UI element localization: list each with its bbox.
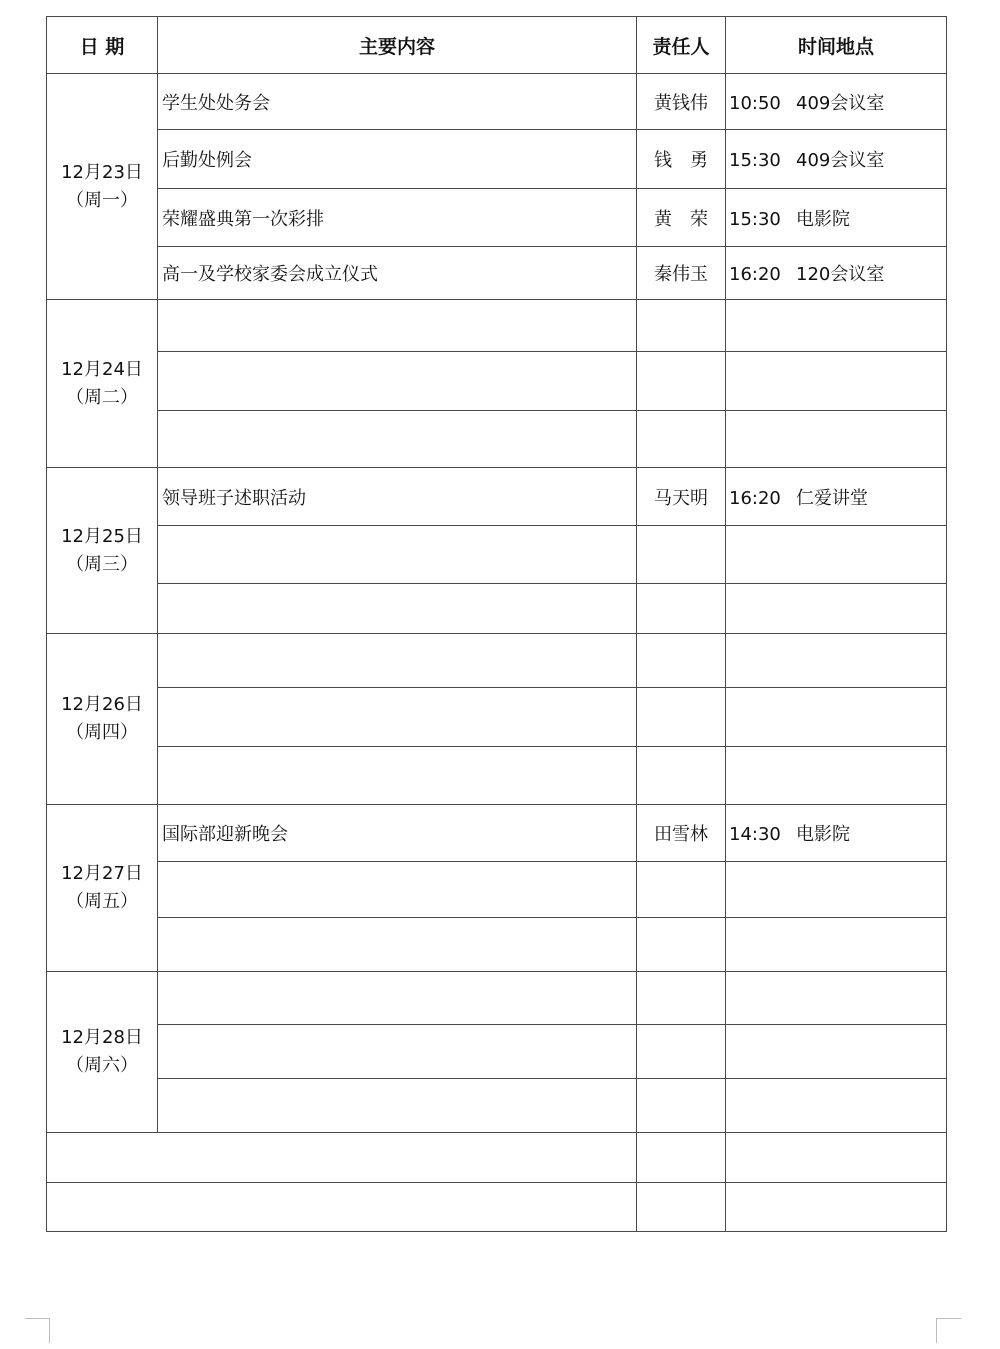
time-place-cell [726, 526, 947, 584]
time-text: 16:20 [729, 487, 781, 509]
time-place-cell [726, 634, 947, 688]
person-cell [637, 411, 726, 468]
person-cell [637, 300, 726, 352]
schedule-row [47, 526, 947, 584]
time-place-cell [726, 1025, 947, 1079]
crop-mark-left [25, 1318, 50, 1343]
schedule-row [47, 688, 947, 747]
date-cell [47, 300, 158, 468]
weekday-label: （周六） [66, 1055, 138, 1076]
person-cell [637, 918, 726, 972]
content-cell [158, 862, 637, 918]
person-cell: 黄 荣 [637, 189, 726, 247]
content-cell [158, 972, 637, 1025]
time-place-cell [726, 130, 947, 189]
person-cell [637, 972, 726, 1025]
time-place-cell [726, 468, 947, 526]
place-text: 电影院 [796, 208, 850, 230]
weekday-label: （周五） [66, 891, 138, 912]
header-place: 时间地点 [726, 17, 947, 74]
date-cell [47, 805, 158, 972]
person-cell [637, 634, 726, 688]
person-cell [637, 1025, 726, 1079]
date-label: 12月28日 [61, 1027, 143, 1048]
schedule-row [47, 468, 947, 526]
schedule-row [47, 1025, 947, 1079]
date-label: 12月23日 [61, 161, 143, 183]
time-text: 16:20 [729, 264, 781, 285]
blank-content-cell [47, 1183, 637, 1232]
place-text: 120会议室 [796, 264, 885, 285]
time-text: 15:30 [729, 208, 781, 230]
time-place-cell [726, 352, 947, 411]
schedule-row [47, 411, 947, 468]
time-place-cell [726, 247, 947, 300]
blank-person-cell [637, 1133, 726, 1183]
time-place-cell [726, 74, 947, 130]
content-cell: 国际部迎新晚会 [158, 805, 637, 862]
content-cell [158, 634, 637, 688]
time-place-cell [726, 805, 947, 862]
weekday-label: （周二） [66, 386, 138, 408]
weekday-label: （周一） [66, 189, 138, 211]
schedule-row [47, 130, 947, 189]
blank-row [47, 1133, 947, 1183]
date-cell [47, 74, 158, 300]
content-cell [158, 1025, 637, 1079]
blank-place-cell [726, 1183, 947, 1232]
schedule-row [47, 300, 947, 352]
content-cell: 荣耀盛典第一次彩排 [158, 189, 637, 247]
crop-mark-right [936, 1318, 961, 1343]
content-cell: 后勤处例会 [158, 130, 637, 189]
date-label: 12月27日 [61, 863, 143, 884]
date-label: 12月24日 [61, 358, 143, 380]
weekly-schedule-table [46, 16, 947, 1232]
blank-content-cell [47, 1133, 637, 1183]
schedule-row [47, 805, 947, 862]
content-cell: 领导班子述职活动 [158, 468, 637, 526]
place-text: 电影院 [796, 824, 850, 845]
time-place-cell [726, 411, 947, 468]
header-person: 责任人 [637, 17, 726, 74]
header-date: 日 期 [47, 17, 158, 74]
content-cell [158, 411, 637, 468]
time-place-cell [726, 189, 947, 247]
content-cell [158, 688, 637, 747]
person-cell: 黄钱伟 [637, 74, 726, 130]
time-text: 10:50 [729, 92, 781, 114]
date-label: 12月26日 [61, 694, 143, 715]
blank-row [47, 1183, 947, 1232]
date-cell [47, 634, 158, 805]
time-place-cell [726, 972, 947, 1025]
date-cell [47, 972, 158, 1133]
content-cell [158, 300, 637, 352]
time-text: 14:30 [729, 824, 781, 845]
time-place-cell [726, 1079, 947, 1133]
person-cell [637, 352, 726, 411]
date-label: 12月25日 [61, 525, 143, 547]
content-cell [158, 352, 637, 411]
person-cell [637, 747, 726, 805]
content-cell: 高一及学校家委会成立仪式 [158, 247, 637, 300]
schedule-row [47, 918, 947, 972]
header-content: 主要内容 [158, 17, 637, 74]
schedule-row [47, 584, 947, 634]
person-cell [637, 862, 726, 918]
schedule-row [47, 189, 947, 247]
time-place-cell [726, 862, 947, 918]
time-place-cell [726, 300, 947, 352]
time-place-cell [726, 584, 947, 634]
person-cell [637, 688, 726, 747]
content-cell: 学生处处务会 [158, 74, 637, 130]
content-cell [158, 918, 637, 972]
date-cell [47, 468, 158, 634]
place-text: 409会议室 [796, 92, 885, 114]
blank-place-cell [726, 1133, 947, 1183]
content-cell [158, 584, 637, 634]
time-place-cell [726, 918, 947, 972]
schedule-row [47, 1079, 947, 1133]
weekday-label: （周三） [66, 553, 138, 575]
schedule-row [47, 634, 947, 688]
time-place-cell [726, 688, 947, 747]
blank-person-cell [637, 1183, 726, 1232]
person-cell [637, 526, 726, 584]
weekday-label: （周四） [66, 722, 138, 743]
time-text: 15:30 [729, 150, 781, 171]
place-text: 仁爱讲堂 [796, 487, 868, 509]
place-text: 409会议室 [796, 150, 885, 171]
header-row [47, 17, 947, 74]
schedule-row [47, 747, 947, 805]
schedule-row [47, 74, 947, 130]
content-cell [158, 747, 637, 805]
content-cell [158, 1079, 637, 1133]
person-cell: 田雪林 [637, 805, 726, 862]
schedule-row [47, 352, 947, 411]
person-cell: 马天明 [637, 468, 726, 526]
person-cell: 钱 勇 [637, 130, 726, 189]
person-cell: 秦伟玉 [637, 247, 726, 300]
schedule-row [47, 862, 947, 918]
schedule-row [47, 972, 947, 1025]
content-cell [158, 526, 637, 584]
time-place-cell [726, 747, 947, 805]
person-cell [637, 584, 726, 634]
person-cell [637, 1079, 726, 1133]
schedule-row [47, 247, 947, 300]
